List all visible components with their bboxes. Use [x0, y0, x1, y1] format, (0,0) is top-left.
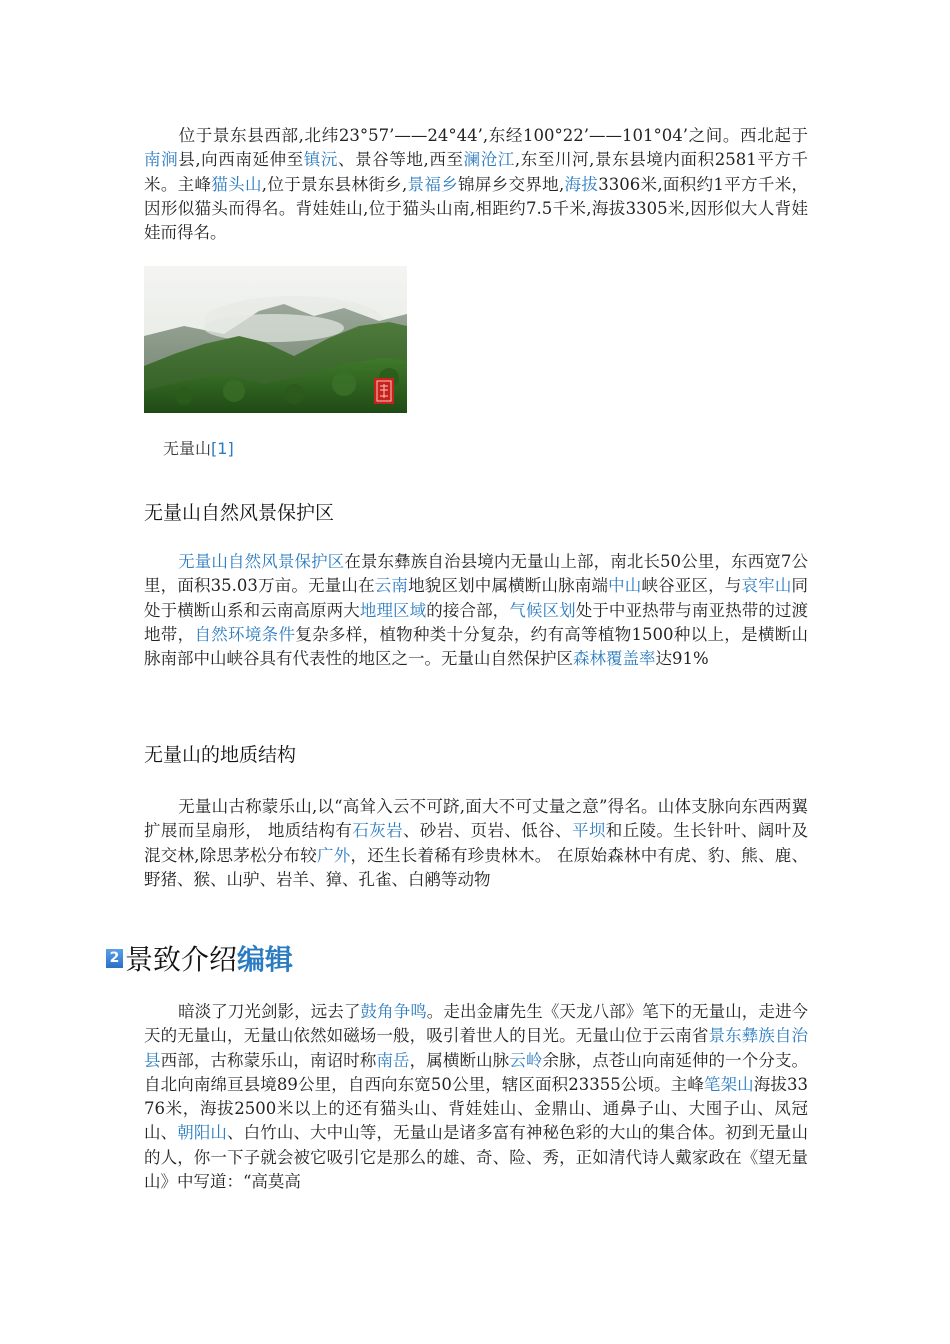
- section-title: 景致介绍: [125, 943, 238, 976]
- geology-paragraph: [144, 795, 808, 892]
- link-altitude[interactable]: 海拔: [564, 174, 599, 194]
- scenery-paragraph: [144, 1000, 808, 1194]
- reserve-paragraph: [144, 550, 808, 671]
- link-zhongshan[interactable]: 中山: [608, 576, 642, 596]
- edit-link[interactable]: 编辑: [237, 943, 294, 976]
- link-ailao-mountain[interactable]: 哀牢山: [741, 576, 792, 596]
- link-maotou-mountain[interactable]: 猫头山: [211, 174, 262, 194]
- text-span: 3306米,面积约1平方千米，因形似猫头而得名。背娃娃山,位于猫头山南,相距约7.5千米,海拔3305米,因形似大人背娃娃而得名。: [144, 174, 809, 243]
- link-pingba[interactable]: 平坝: [571, 821, 606, 841]
- text-span: 峡谷亚区，与: [641, 576, 742, 596]
- mountain-photo-image: [144, 266, 407, 413]
- section-number-badge: 2: [106, 949, 123, 968]
- text-span: 、白竹山、大中山等，无量山是诸多富有神秘色彩的大山的集合体。初到无量山的人，你一下子就会被它吸引它是那么的雄、奇、险、秀，正如清代诗人戴家政在《望无量山》中写道：“高莫高: [144, 1123, 809, 1192]
- text-span: 复杂多样，植物种类十分复杂，约有高等植物1500种以上，是横断山脉南部中山峡谷具有代表性的地区之一。无量山自然保护区: [144, 624, 809, 669]
- section-heading-geology: 无量山的地质结构: [144, 744, 297, 766]
- text-span: 同处于横断山系和云南高原两大: [144, 576, 809, 620]
- text-span: 和丘陵。生长针叶、阔叶及混交林,除思茅松分布较: [144, 821, 809, 865]
- link-drums-horns[interactable]: 鼓角争鸣: [360, 1002, 427, 1021]
- text-span: 。走出金庸先生《天龙八部》笔下的无量山，走进今天的无量山，无量山依然如磁场一般，吸引着世人的目光。无量山位于云南省: [144, 1002, 809, 1046]
- text-span: 地貌区划中属横断山脉南端: [408, 576, 609, 596]
- text-span: 县,向西南延伸至: [178, 150, 304, 170]
- link-zhenyuan[interactable]: 镇沅: [303, 150, 339, 170]
- mountain-photo[interactable]: [144, 266, 407, 413]
- text-span: 无量山古称蒙乐山,以“高耸入云不可跻,面大不可丈量之意”得名。山体支脉向东西两翼扩展而呈扇形， 地质结构有: [144, 797, 808, 841]
- intro-paragraph: [144, 124, 808, 245]
- text-span: 、砂岩、页岩、低谷、: [403, 821, 572, 841]
- link-geographic-region[interactable]: 地理区域: [359, 600, 427, 620]
- text-span: 海拔3376米，海拔2500米以上的还有猫头山、背娃娃山、金鼎山、通鼻子山、大囤子山、凤冠山、: [144, 1074, 809, 1143]
- link-natural-environment[interactable]: 自然环境条件: [194, 624, 296, 644]
- link-yunnan[interactable]: 云南: [374, 576, 409, 596]
- text-span: 西部，古称蒙乐山，南诏时称: [160, 1050, 377, 1070]
- link-jingdong-county[interactable]: 景东彝族自治县: [144, 1026, 809, 1070]
- section-heading-scenery: [106, 938, 293, 978]
- citation-link[interactable]: [1]: [211, 439, 234, 458]
- text-span: 的接合部，: [426, 600, 510, 620]
- text-span: 位于景东县西部,北纬23°57’——24°44’,东经100°22’——101°04’之间。西北起于: [178, 126, 808, 145]
- text-span: ，属横断山脉: [409, 1050, 510, 1070]
- text-span: 暗淡了刀光剑影，远去了: [178, 1002, 361, 1021]
- text-span: 处于中亚热带与南亚热带的过渡地带，: [144, 600, 809, 644]
- link-climate-zone[interactable]: 气候区划: [509, 600, 576, 620]
- link-chaoyang-mountain[interactable]: 朝阳山: [177, 1123, 228, 1143]
- caption-text: 无量山: [163, 439, 212, 458]
- text-span: ,东至川河,景东县境内面积2581平方千米。主峰: [144, 150, 809, 194]
- photo-caption: [163, 436, 234, 459]
- link-nanjian[interactable]: 南涧: [144, 150, 179, 170]
- text-span: 锦屏乡交界地,: [458, 174, 565, 194]
- link-nanyue[interactable]: 南岳: [376, 1050, 410, 1070]
- text-span: 在景东彝族自治县境内无量山上部，南北长50公里，东西宽7公里，面积35.03万亩。无量山在: [144, 552, 809, 596]
- link-guangwai[interactable]: 广外: [317, 845, 351, 865]
- link-jingfu-township[interactable]: 景福乡: [407, 174, 459, 194]
- link-bijia-mountain[interactable]: 笔架山: [703, 1074, 754, 1094]
- link-reserve[interactable]: 无量山自然风景保护区: [178, 552, 345, 571]
- section-heading-reserve: 无量山自然风景保护区: [144, 502, 335, 524]
- text-span: ，还生长着稀有珍贵林木。 在原始森林中有虎、豹、熊、鹿、野猪、猴、山驴、岩羊、獐、孔雀、白鹇等动物: [144, 845, 808, 889]
- text-span: 余脉，点苍山向南延伸的一个分支。自北向南绵亘县境89公里，自西向东宽50公里，辖区面积23355公顷。主峰: [144, 1050, 809, 1094]
- link-lancang-river[interactable]: 澜沧江: [463, 150, 515, 170]
- link-limestone[interactable]: 石灰岩: [352, 821, 404, 841]
- text-span: 达91%: [655, 649, 709, 669]
- link-forest-coverage[interactable]: 森林覆盖率: [573, 649, 656, 669]
- link-yunling[interactable]: 云岭: [509, 1050, 543, 1070]
- text-span: 、景谷等地,西至: [338, 150, 464, 170]
- text-span: ,位于景东县林街乡,: [261, 174, 408, 194]
